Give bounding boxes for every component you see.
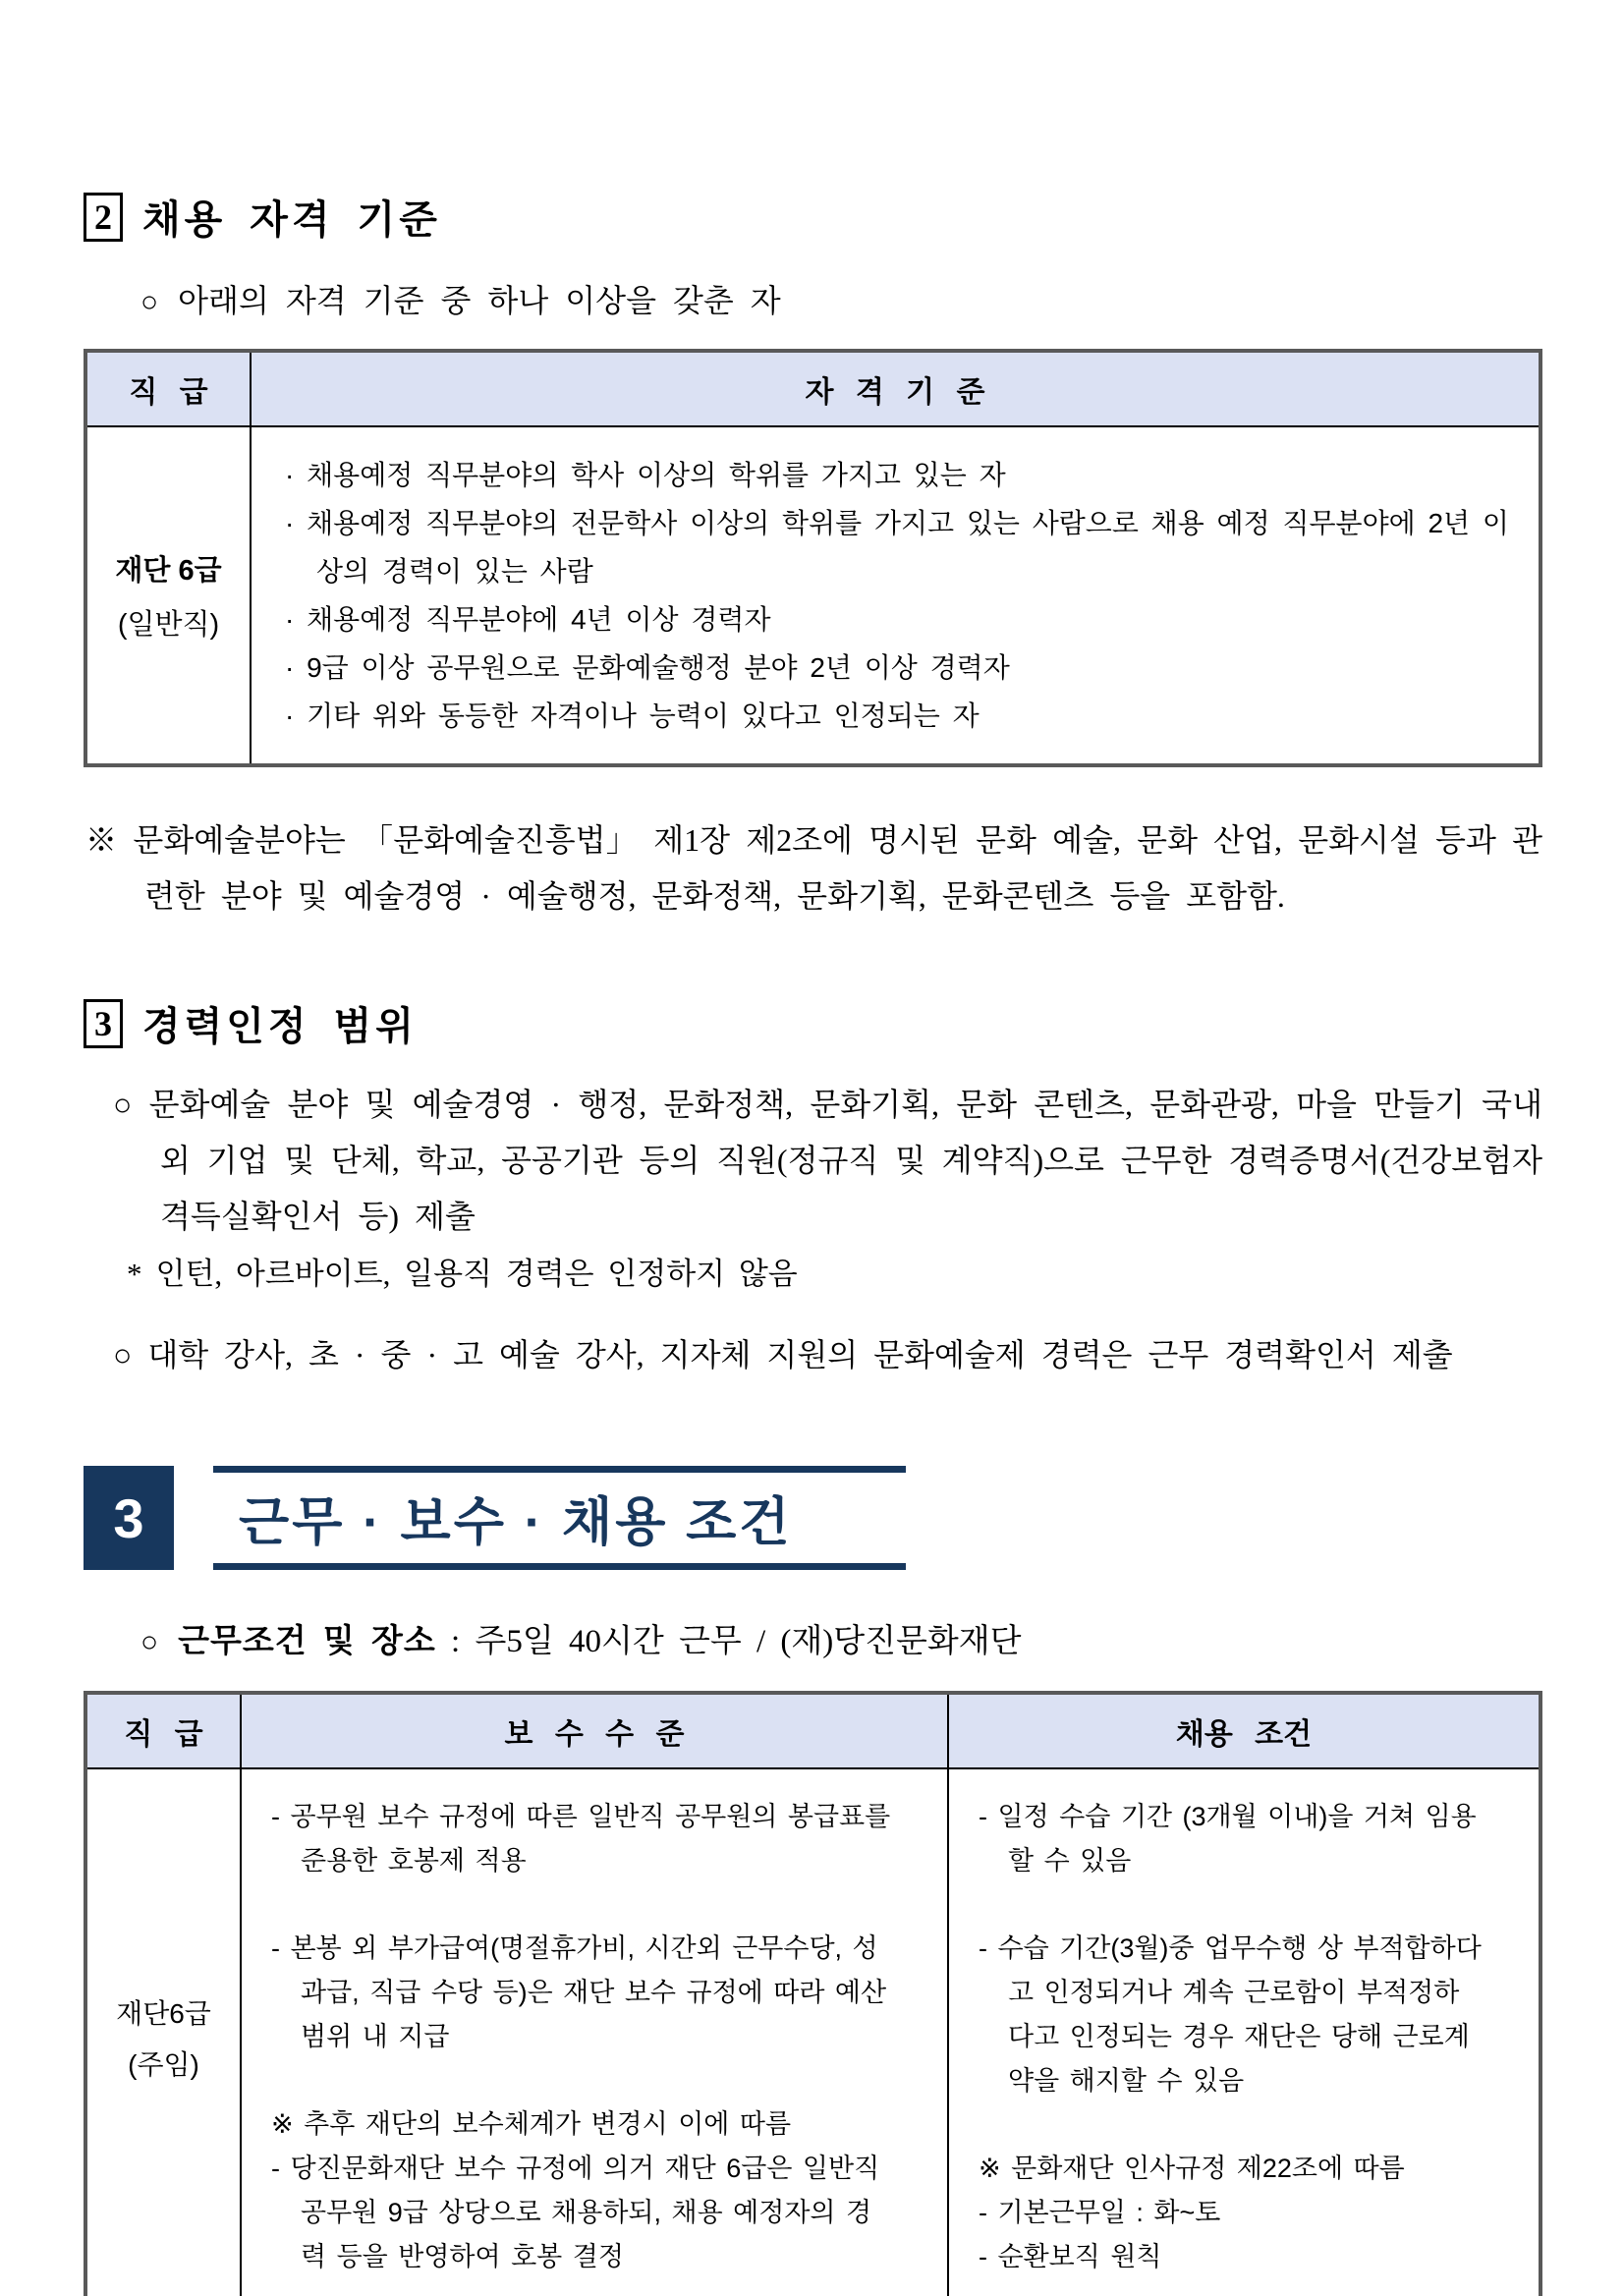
banner-title-rule — [213, 1466, 906, 1570]
pay-table-header-grade: 직 급 — [85, 1693, 241, 1768]
pay-conditions-row — [85, 1768, 1540, 2296]
section2-heading — [84, 189, 1542, 245]
section3-heading — [84, 995, 1542, 1051]
pay-note: ※ 추후 재단의 보수체계가 변경시 이에 따름 — [271, 2109, 792, 2139]
qualification-header-criteria: 자 격 기 준 — [251, 351, 1540, 426]
qualification-intro-text: 아래의 자격 기준 중 하나 이상을 갖춘 자 — [178, 283, 781, 318]
circle-bullet-marker: ○ — [140, 1626, 159, 1658]
pay-table-header-conditions: 채용 조건 — [948, 1693, 1540, 1768]
criteria-item: · 9급 이상 공무원으로 문화예술행정 분야 2년 이상 경력자 — [285, 652, 1010, 683]
career-scope-bullet-2-text: 대학 강사, 초 · 중 · 고 예술 강사, 지자체 지원의 문화예술제 경력은 근무 경력확인서 제출 — [147, 1337, 1453, 1372]
condition-item: - 기본근무일 : 화~토 — [979, 2198, 1221, 2227]
qualification-table-row — [85, 426, 1540, 765]
work-condition-value: : 주5일 40시간 근무 / (재)당진문화재단 — [435, 1624, 1022, 1659]
criteria-item: · 기타 위와 동등한 자격이나 능력이 있다고 인정되는 자 — [285, 700, 980, 731]
pay-level-cell — [241, 1768, 948, 2296]
qualification-table-header-row — [85, 351, 1540, 426]
condition-item: - 일정 수습 기간 (3개월 이내)을 거쳐 임용할 수 있음 — [979, 1802, 1477, 1876]
pay-item: - 본봉 외 부가급여(명절휴가비, 시간외 근무수당, 성과급, 직급 수당 등)은 재단 보수 규정에 따라 예산 범위 내 지급 — [271, 1933, 887, 2051]
qualification-intro-line — [140, 276, 1542, 321]
pay-item: - 당진문화재단 보수 규정에 의거 재단 6급은 일반직 공무원 9급 상당으로 채용하되, 채용 예정자의 경력 등을 반영하여 호봉 결정 — [271, 2154, 880, 2271]
pay-grade-subtitle: (주임) — [128, 2048, 199, 2080]
grade-cell — [85, 426, 251, 765]
pay-grade-cell — [85, 1768, 241, 2296]
criteria-item: · 채용예정 직무분야에 4년 이상 경력자 — [285, 604, 771, 635]
qualification-table — [84, 349, 1542, 767]
career-scope-bullet-1 — [113, 1077, 1542, 1245]
circle-bullet-marker: ○ — [140, 286, 159, 318]
asterisk-marker: * — [127, 1257, 142, 1291]
section2-title: 채용 자격 기준 — [142, 197, 441, 242]
pay-item: - 공무원 보수 규정에 따른 일반직 공무원의 봉급표를 준용한 호봉제 적용 — [271, 1802, 891, 1876]
work-condition-line — [140, 1615, 1542, 1661]
section3-number-box: 3 — [84, 999, 123, 1048]
career-scope-exception — [127, 1247, 1542, 1302]
condition-item: - 순환보직 원칙 — [979, 2242, 1162, 2271]
criteria-item: · 채용예정 직무분야의 학사 이상의 학위를 가지고 있는 자 — [285, 460, 1006, 490]
career-scope-bullet-1-text: 문화예술 분야 및 예술경영 · 행정, 문화정책, 문화기획, 문화 콘텐츠, 문화관광, 마을 만들기 국내외 기업 및 단체, 학교, 공공기관 등의 직원(정규직 및 계약직)으로 근무한 경력증명서(건강보험자격득실확인서 등) 제출 — [148, 1087, 1542, 1234]
section3-title: 경력인정 범위 — [142, 1004, 418, 1048]
pay-grade-name: 재단6급 — [116, 1997, 211, 2029]
grade-subtitle: (일반직) — [117, 609, 220, 641]
career-scope-exception-text: 인턴, 아르바이트, 일용직 경력은 인정하지 않음 — [155, 1257, 798, 1291]
circle-bullet-marker: ○ — [113, 1337, 133, 1372]
section-banner — [84, 1466, 1542, 1570]
career-scope-bullet-2 — [113, 1327, 1542, 1383]
criteria-item: · 채용예정 직무분야의 전문학사 이상의 학위를 가지고 있는 사람으로 채용 예정 직무분야에 2년 이상의 경력이 있는 사람 — [285, 508, 1509, 587]
banner-number-box: 3 — [84, 1466, 174, 1570]
culture-arts-field-note: ※ 문화예술분야는 「문화예술진흥법」 제1장 제2조에 명시된 문화 예술, 문화 산업, 문화시설 등과 관련한 분야 및 예술경영 · 예술행정, 문화정책, 문화기획, 문화콘텐츠 등을 포함함. — [85, 822, 1542, 914]
grade-name: 재단 6급 — [115, 555, 222, 587]
circle-bullet-marker: ○ — [113, 1087, 134, 1122]
condition-item: - 수습 기간(3월)중 업무수행 상 부적합하다고 인정되거나 계속 근로함이 부적정하다고 인정되는 경우 재단은 당해 근로계약을 해지할 수 있음 — [979, 1933, 1482, 2096]
section2-number-box: 2 — [84, 193, 123, 242]
pay-conditions-header-row — [85, 1693, 1540, 1768]
qualification-header-grade: 직 급 — [85, 351, 251, 426]
conditions-cell — [948, 1768, 1540, 2296]
criteria-cell — [251, 426, 1540, 765]
banner-title: 근무 · 보수 · 채용 조건 — [239, 1493, 793, 1551]
work-condition-label: 근무조건 및 장소 — [178, 1624, 436, 1659]
pay-conditions-table — [84, 1691, 1542, 2296]
condition-note: ※ 문화재단 인사규정 제22조에 따름 — [979, 2154, 1405, 2183]
pay-table-header-pay: 보 수 수 준 — [241, 1693, 948, 1768]
